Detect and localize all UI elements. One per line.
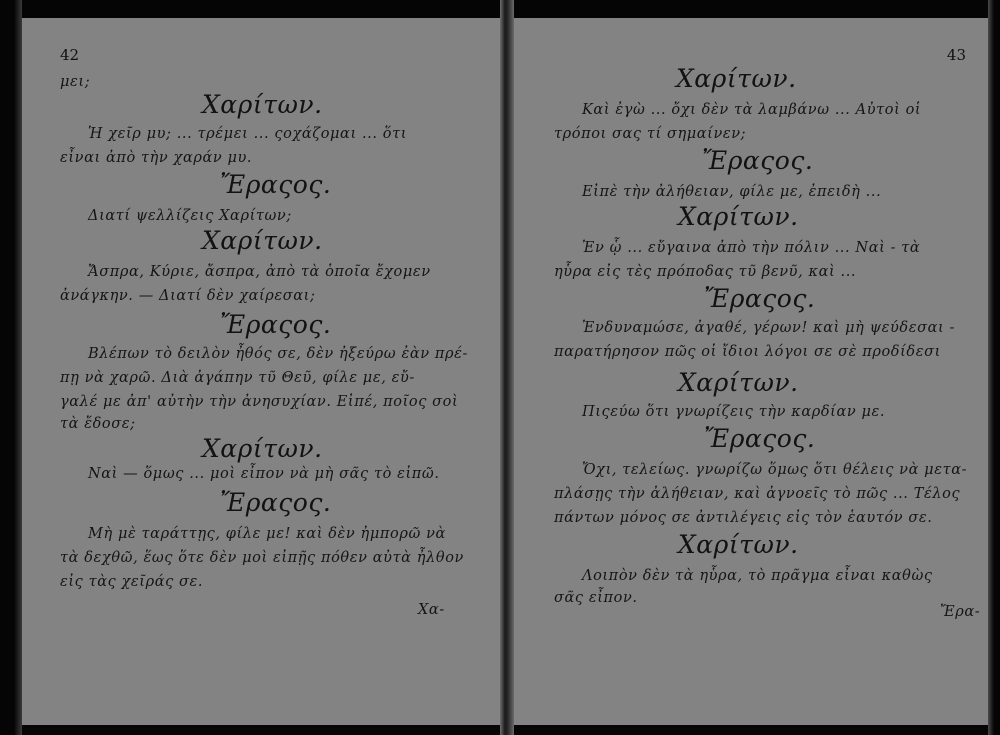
text-line: Εἰπὲ τὴν ἀλήθειαν, φίλε με, ἐπειδὴ ... — [582, 184, 882, 200]
text-line: Πιςεύω ὅτι γνωρίζεις τὴν καρδίαν με. — [582, 404, 886, 420]
speaker-heading: Ἔραςος. — [704, 424, 816, 453]
text-line: Μὴ μὲ ταράττῃς, φίλε με! καὶ δὲν ἠμπορῶ νὰ — [88, 526, 446, 542]
text-line: ἀνάγκην. — Διατί δὲν χαίρεσαι; — [60, 288, 316, 304]
speaker-heading: Ἔραςος. — [220, 170, 332, 199]
text-line: Λοιπὸν δὲν τὰ ηὗρα, τὸ πρᾶγμα εἶναι καθὼς — [582, 568, 933, 584]
scan-border-left — [0, 0, 22, 735]
text-line: Καὶ ἐγὼ ... ὄχι δὲν τὰ λαμβάνω ... Αὐτοὶ οἱ — [582, 102, 922, 118]
speaker-heading: Ἔραςος. — [702, 146, 814, 175]
book-gutter — [500, 0, 514, 735]
text-line: πάντων μόνος σε ἀντιλέγεις εἰς τὸν ἑαυτόν σε. — [554, 510, 933, 526]
text-line: Ἐνδυναμώσε, ἀγαθέ, γέρων! καὶ μὴ ψεύδεσαι - — [582, 320, 955, 336]
text-line: τὰ ἔδοσε; — [60, 416, 136, 432]
text-line: Ἐν ᾧ ... εὔγαινα ἀπὸ τὴν πόλιν ... Ναὶ - τὰ — [582, 240, 921, 256]
text-line: παρατήρησον πῶς οἱ ἴδιοι λόγοι σε σὲ προδίδεσι — [554, 344, 941, 360]
speaker-heading: Χαρίτων. — [202, 90, 323, 119]
speaker-heading: Χαρίτων. — [202, 226, 323, 255]
text-line: σᾶς εἶπον. — [554, 590, 638, 606]
speaker-heading: Χαρίτων. — [678, 202, 799, 231]
right-page — [514, 18, 988, 725]
speaker-heading: Ἔραςος. — [704, 284, 816, 313]
speaker-heading: Ἔραςος. — [220, 310, 332, 339]
catchword: Ἔρα- — [940, 604, 981, 620]
left-page — [22, 18, 500, 725]
text-line: Βλέπων τὸ δειλὸν ἦθός σε, δὲν ἠξεύρω ἐὰν πρέ- — [88, 346, 468, 362]
speaker-heading: Ἔραςος. — [220, 488, 332, 517]
text-line: τρόποι σας τί σημαίνεν; — [554, 126, 747, 142]
text-line: εἰς τὰς χεῖράς σε. — [60, 574, 204, 590]
text-line: εἶναι ἀπὸ τὴν χαράν μυ. — [60, 150, 253, 166]
text-line: Ἡ χεῖρ μυ; ... τρέμει ... ςοχάζομαι ... ὅτι — [88, 126, 408, 142]
catchword: Χα- — [418, 602, 445, 618]
text-line: πῃ νὰ χαρῶ. Διὰ ἀγάπην τῦ Θεῦ, φίλε με, εὔ- — [60, 370, 415, 386]
speaker-heading: Χαρίτων. — [676, 64, 797, 93]
scan-border-right — [988, 0, 1000, 735]
speaker-heading: Χαρίτων. — [678, 368, 799, 397]
page-number: 43 — [946, 46, 966, 64]
text-line: γαλέ με ἀπ' αὐτὴν τὴν ἀνησυχίαν. Εἰπέ, ποῖος σοὶ — [60, 394, 459, 410]
text-line: Διατί ψελλίζεις Χαρίτων; — [88, 208, 292, 224]
text-line: μει; — [60, 74, 91, 90]
text-line: Ὄχι, τελείως. γνωρίζω ὅμως ὅτι θέλεις νὰ μετα- — [582, 462, 968, 478]
speaker-heading: Χαρίτων. — [678, 530, 799, 559]
text-line: Ἄσπρα, Κύριε, ἄσπρα, ἀπὸ τὰ ὁποῖα ἔχομεν — [88, 264, 431, 280]
speaker-heading: Χαρίτων. — [202, 434, 323, 463]
text-line: τὰ δεχθῶ, ἕως ὅτε δὲν μοὶ εἰπῇς πόθεν αὐτὰ ἦλθον — [60, 550, 464, 566]
text-line: Ναὶ — ὅμως ... μοὶ εἶπον νὰ μὴ σᾶς τὸ εἰπῶ. — [88, 466, 440, 482]
text-line: ηὗρα εἰς τὲς πρόποδας τῦ βενῦ, καὶ ... — [554, 264, 857, 280]
page-number: 42 — [60, 46, 80, 64]
text-line: πλάσῃς τὴν ἀλήθειαν, καὶ ἀγνοεῖς τὸ πῶς ... Τέλος — [554, 486, 961, 502]
